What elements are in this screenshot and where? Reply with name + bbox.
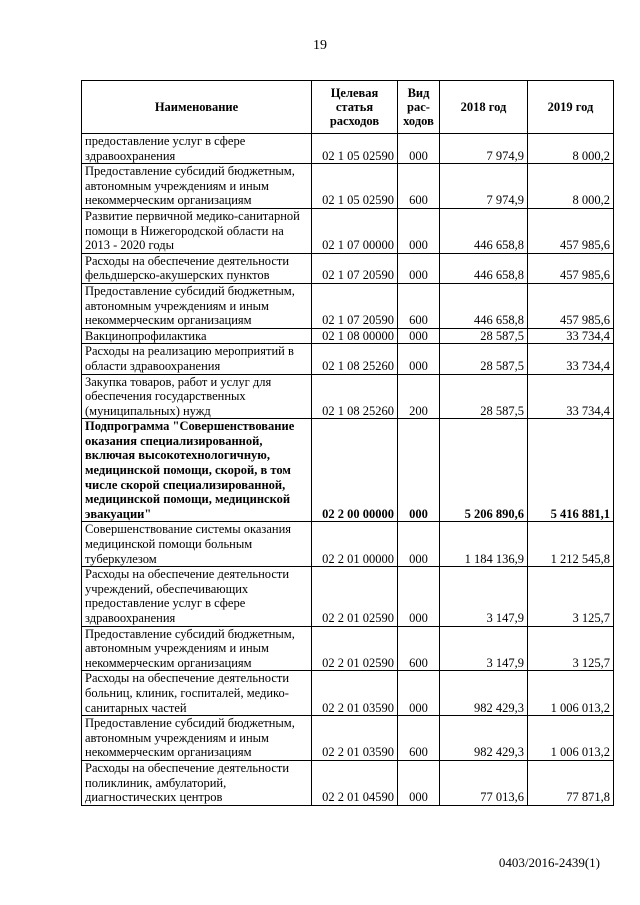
row-code: 02 1 07 20590 — [312, 283, 398, 328]
row-code: 02 2 01 03590 — [312, 716, 398, 761]
row-2018: 446 658,8 — [440, 208, 528, 253]
table-row — [82, 374, 614, 419]
row-2019: 1 212 545,8 — [528, 522, 614, 567]
row-code: 02 1 08 00000 — [312, 328, 398, 344]
row-2018: 446 658,8 — [440, 283, 528, 328]
table-row — [82, 716, 614, 761]
row-2019: 5 416 881,1 — [528, 419, 614, 522]
row-name: предоставление услуг в сфере здравоохранения — [82, 134, 312, 164]
table-row — [82, 134, 614, 164]
row-2018: 3 147,9 — [440, 567, 528, 626]
row-code: 02 2 00 00000 — [312, 419, 398, 522]
row-code: 02 2 01 04590 — [312, 760, 398, 805]
row-2018: 446 658,8 — [440, 253, 528, 283]
header-code: Целевая статья расходов — [312, 81, 398, 134]
row-code: 02 2 01 02590 — [312, 626, 398, 671]
header-name: Наименование — [82, 81, 312, 134]
table-row — [82, 344, 614, 374]
table-row — [82, 760, 614, 805]
row-2019: 33 734,4 — [528, 328, 614, 344]
table-row — [82, 164, 614, 209]
table-row — [82, 522, 614, 567]
row-2018: 28 587,5 — [440, 374, 528, 419]
table-row — [82, 328, 614, 344]
table-header-row — [82, 81, 614, 134]
table-row — [82, 283, 614, 328]
table-row — [82, 567, 614, 626]
row-kind: 600 — [398, 716, 440, 761]
table-row — [82, 419, 614, 522]
row-kind: 000 — [398, 208, 440, 253]
row-name: Предоставление субсидий бюджетным, автономным учреждениям и иным некоммерческим организациям — [82, 626, 312, 671]
row-2019: 457 985,6 — [528, 283, 614, 328]
row-2019: 33 734,4 — [528, 344, 614, 374]
row-code: 02 1 05 02590 — [312, 164, 398, 209]
row-kind: 600 — [398, 283, 440, 328]
row-code: 02 1 08 25260 — [312, 344, 398, 374]
row-2018: 7 974,9 — [440, 134, 528, 164]
row-2018: 5 206 890,6 — [440, 419, 528, 522]
document-code: 0403/2016-2439(1) — [498, 855, 600, 870]
row-kind: 200 — [398, 374, 440, 419]
row-kind: 000 — [398, 419, 440, 522]
row-code: 02 1 07 20590 — [312, 253, 398, 283]
row-name: Предоставление субсидий бюджетным, автономным учреждениям и иным некоммерческим организациям — [82, 283, 312, 328]
table-row — [82, 626, 614, 671]
row-code: 02 1 08 25260 — [312, 374, 398, 419]
row-2018: 982 429,3 — [440, 716, 528, 761]
row-code: 02 2 01 03590 — [312, 671, 398, 716]
row-name: Вакцинопрофилактика — [82, 328, 312, 344]
header-kind: Вид рас-ходов — [398, 81, 440, 134]
row-2018: 7 974,9 — [440, 164, 528, 209]
row-2019: 8 000,2 — [528, 164, 614, 209]
row-2019: 3 125,7 — [528, 567, 614, 626]
table-row — [82, 671, 614, 716]
row-2018: 982 429,3 — [440, 671, 528, 716]
row-2018: 28 587,5 — [440, 328, 528, 344]
row-kind: 000 — [398, 522, 440, 567]
row-kind: 000 — [398, 344, 440, 374]
row-2019: 1 006 013,2 — [528, 716, 614, 761]
row-2019: 457 985,6 — [528, 208, 614, 253]
row-kind: 000 — [398, 253, 440, 283]
row-kind: 000 — [398, 567, 440, 626]
row-2019: 457 985,6 — [528, 253, 614, 283]
table-row — [82, 208, 614, 253]
table-row — [82, 253, 614, 283]
row-code: 02 2 01 00000 — [312, 522, 398, 567]
row-2018: 1 184 136,9 — [440, 522, 528, 567]
row-2018: 28 587,5 — [440, 344, 528, 374]
page-number: 19 — [313, 38, 327, 53]
row-name: Расходы на обеспечение деятельности больниц, клиник, госпиталей, медико-санитарных частей — [82, 671, 312, 716]
row-name: Подпрограмма "Совершенствование оказания специализированной, включая высокотехнологичную, медицинской помощи, скорой, в том числе скорой специализированной, медицинской помощи, медицинской эвакуации" — [82, 419, 312, 522]
row-name: Расходы на обеспечение деятельности поликлиник, амбулаторий, диагностических центров — [82, 760, 312, 805]
row-code: 02 2 01 02590 — [312, 567, 398, 626]
row-name: Развитие первичной медико-санитарной помощи в Нижегородской области на 2013 - 2020 годы — [82, 208, 312, 253]
row-kind: 000 — [398, 328, 440, 344]
row-code: 02 1 07 00000 — [312, 208, 398, 253]
row-kind: 000 — [398, 760, 440, 805]
row-name: Совершенствование системы оказания медицинской помощи больным туберкулезом — [82, 522, 312, 567]
budget-table — [81, 80, 614, 806]
row-name: Расходы на реализацию мероприятий в области здравоохранения — [82, 344, 312, 374]
row-2019: 77 871,8 — [528, 760, 614, 805]
row-2019: 3 125,7 — [528, 626, 614, 671]
row-2019: 33 734,4 — [528, 374, 614, 419]
row-kind: 600 — [398, 626, 440, 671]
row-kind: 000 — [398, 134, 440, 164]
header-2019: 2019 год — [528, 81, 614, 134]
header-2018: 2018 год — [440, 81, 528, 134]
row-name: Расходы на обеспечение деятельности фельдшерско-акушерских пунктов — [82, 253, 312, 283]
row-2018: 3 147,9 — [440, 626, 528, 671]
row-kind: 600 — [398, 164, 440, 209]
row-name: Предоставление субсидий бюджетным, автономным учреждениям и иным некоммерческим организациям — [82, 716, 312, 761]
row-2019: 1 006 013,2 — [528, 671, 614, 716]
row-name: Закупка товаров, работ и услуг для обеспечения государственных (муниципальных) нужд — [82, 374, 312, 419]
row-name: Предоставление субсидий бюджетным, автономным учреждениям и иным некоммерческим организациям — [82, 164, 312, 209]
row-name: Расходы на обеспечение деятельности учреждений, обеспечивающих предоставление услуг в сфере здравоохранения — [82, 567, 312, 626]
row-2018: 77 013,6 — [440, 760, 528, 805]
row-kind: 000 — [398, 671, 440, 716]
row-2019: 8 000,2 — [528, 134, 614, 164]
row-code: 02 1 05 02590 — [312, 134, 398, 164]
